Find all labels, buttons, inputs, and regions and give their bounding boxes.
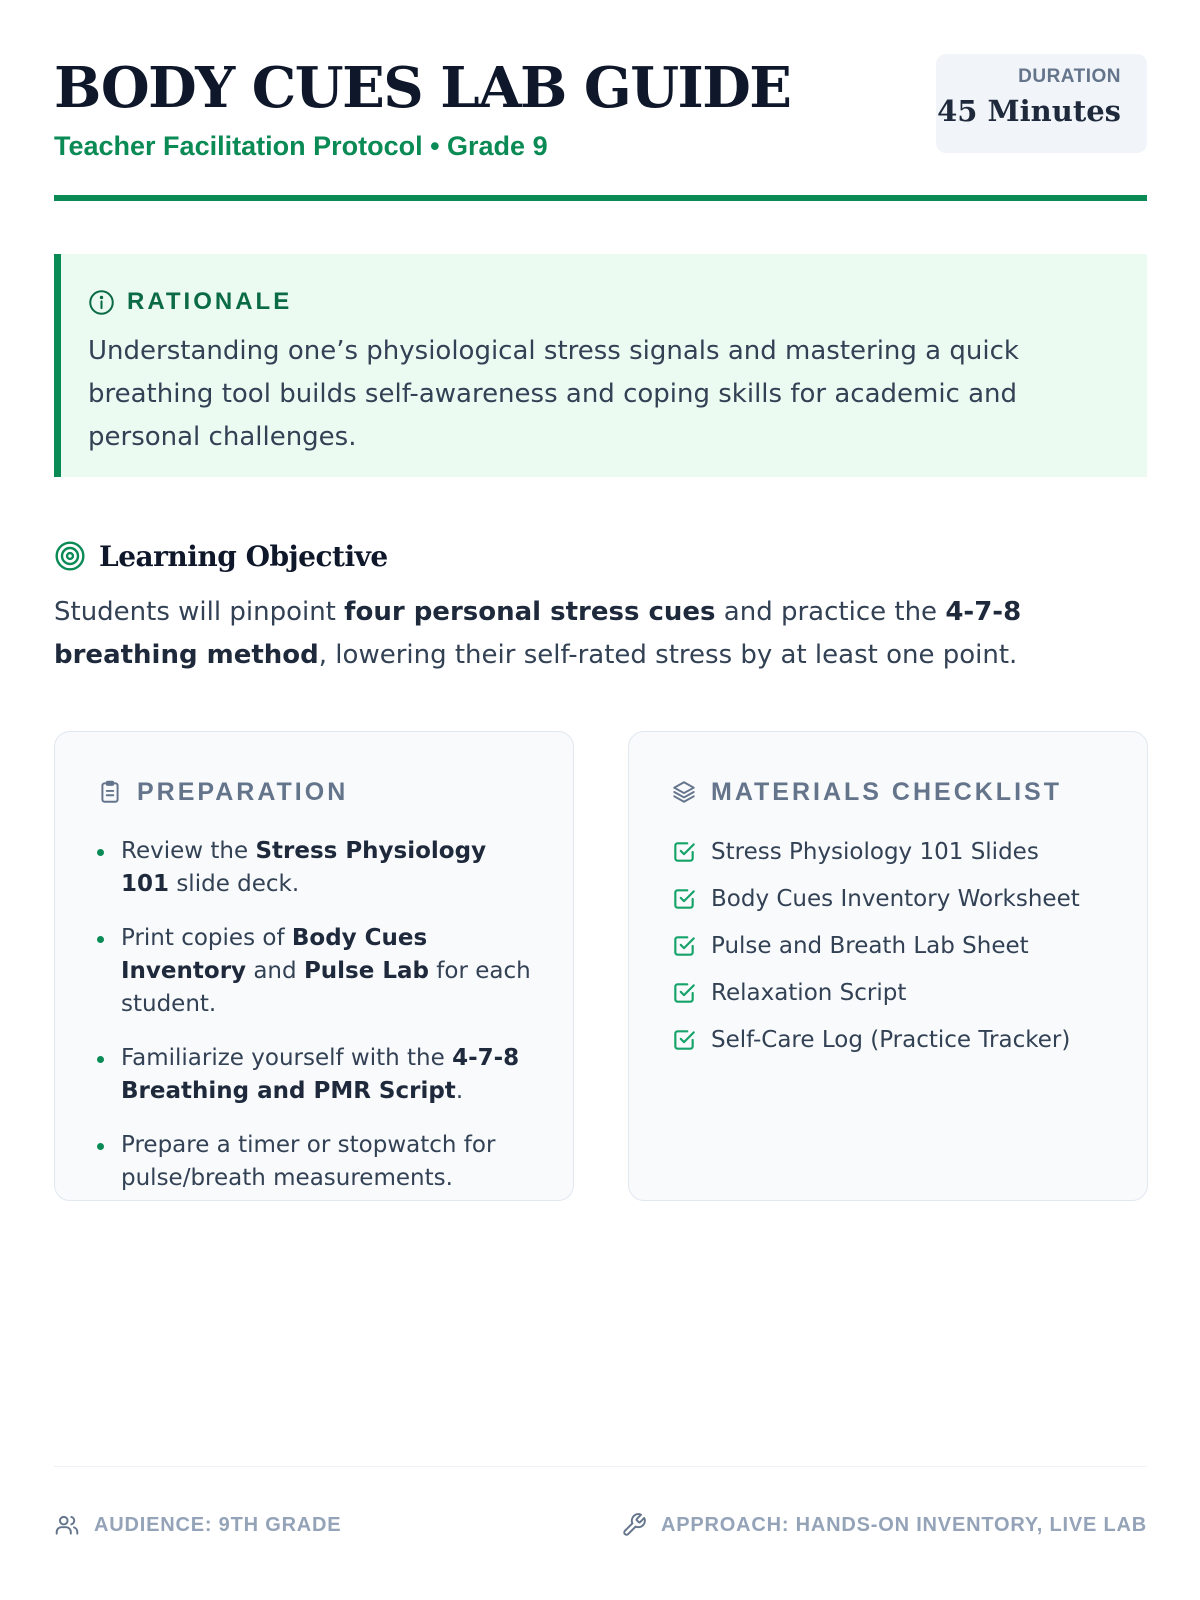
rationale-text: Understanding one’s physiological stress signals and mastering a quick breathing tool builds self-awareness and coping skills for academic and personal challenges. xyxy=(88,336,1019,452)
objective-header xyxy=(54,536,388,576)
page-header xyxy=(54,54,1147,201)
checkbox-checked-icon xyxy=(671,886,697,912)
checklist-item xyxy=(671,1023,1111,1056)
checklist-item xyxy=(671,835,1111,868)
rationale-title: RATIONALE xyxy=(127,288,293,315)
materials-header xyxy=(671,774,1062,810)
materials-list xyxy=(671,835,1111,1070)
lab-guide-page xyxy=(54,0,1147,1600)
rationale-header xyxy=(88,284,1117,320)
checklist-item xyxy=(671,976,1111,1009)
wrench-icon xyxy=(621,1512,647,1538)
clipboard-icon xyxy=(97,779,123,805)
checklist-item-label: Self-Care Log (Practice Tracker) xyxy=(711,1026,1071,1053)
checkbox-checked-icon xyxy=(671,839,697,865)
checkbox-checked-icon xyxy=(671,1027,697,1053)
checklist-item-label: Body Cues Inventory Worksheet xyxy=(711,885,1080,912)
audience-info xyxy=(54,1512,341,1538)
duration-label: DURATION xyxy=(1018,66,1121,87)
objective-text-part: Students will pinpoint xyxy=(54,597,345,627)
objective-text xyxy=(54,591,1144,677)
preparation-header xyxy=(97,774,348,810)
preparation-title: PREPARATION xyxy=(137,777,349,806)
item-text: and xyxy=(246,958,304,984)
approach-label: APPROACH: HANDS-ON INVENTORY, LIVE LAB xyxy=(661,1513,1147,1536)
checkbox-checked-icon xyxy=(671,980,697,1006)
duration-badge xyxy=(936,54,1147,153)
page-subtitle: Teacher Facilitation Protocol • Grade 9 xyxy=(54,131,548,161)
preparation-card xyxy=(54,731,574,1201)
users-icon xyxy=(54,1512,80,1538)
audience-label: AUDIENCE: 9TH GRADE xyxy=(94,1513,342,1536)
duration-value: 45 Minutes xyxy=(937,94,1121,128)
materials-card xyxy=(628,731,1148,1201)
item-text: Familiarize yourself with the xyxy=(121,1045,453,1071)
list-item xyxy=(97,835,537,901)
item-highlight: Pulse Lab xyxy=(303,958,429,984)
checklist-item-label: Relaxation Script xyxy=(711,979,907,1006)
objective-highlight-method: 4-7-8 breathing method xyxy=(54,597,1022,670)
item-text: Review the xyxy=(121,838,256,864)
item-highlight: Body Cues Inventory xyxy=(121,925,428,984)
item-text: . xyxy=(455,1078,464,1104)
list-item xyxy=(97,1042,537,1108)
item-text: slide deck. xyxy=(169,871,300,897)
list-item xyxy=(97,1129,537,1195)
objective-title: Learning Objective xyxy=(99,539,388,573)
checklist-item xyxy=(671,882,1111,915)
list-item xyxy=(97,922,537,1021)
materials-title: MATERIALS CHECKLIST xyxy=(711,777,1062,806)
objective-text-part: and practice the xyxy=(715,597,946,627)
checklist-item-label: Pulse and Breath Lab Sheet xyxy=(711,932,1029,959)
item-text: Prepare a timer or stopwatch for pulse/breath measurements. xyxy=(121,1132,496,1191)
approach-info xyxy=(621,1512,1147,1538)
item-text: Print copies of xyxy=(121,925,292,951)
preparation-list xyxy=(97,835,537,1216)
target-icon xyxy=(54,540,86,572)
info-icon xyxy=(88,289,115,316)
checkbox-checked-icon xyxy=(671,933,697,959)
rationale-callout xyxy=(54,254,1147,477)
objective-text-part: , lowering their self-rated stress by at least one point. xyxy=(318,640,1018,670)
layers-icon xyxy=(671,779,697,805)
checklist-item xyxy=(671,929,1111,962)
item-highlight: Stress Physiology 101 xyxy=(121,838,487,897)
checklist-item-label: Stress Physiology 101 Slides xyxy=(711,838,1039,865)
item-highlight: 4-7-8 Breathing and PMR Script xyxy=(121,1045,520,1104)
objective-highlight-cues: four personal stress cues xyxy=(344,597,716,627)
item-text: for each student. xyxy=(121,958,531,1017)
page-footer xyxy=(54,1466,1147,1546)
page-title: BODY CUES LAB GUIDE xyxy=(54,55,791,121)
